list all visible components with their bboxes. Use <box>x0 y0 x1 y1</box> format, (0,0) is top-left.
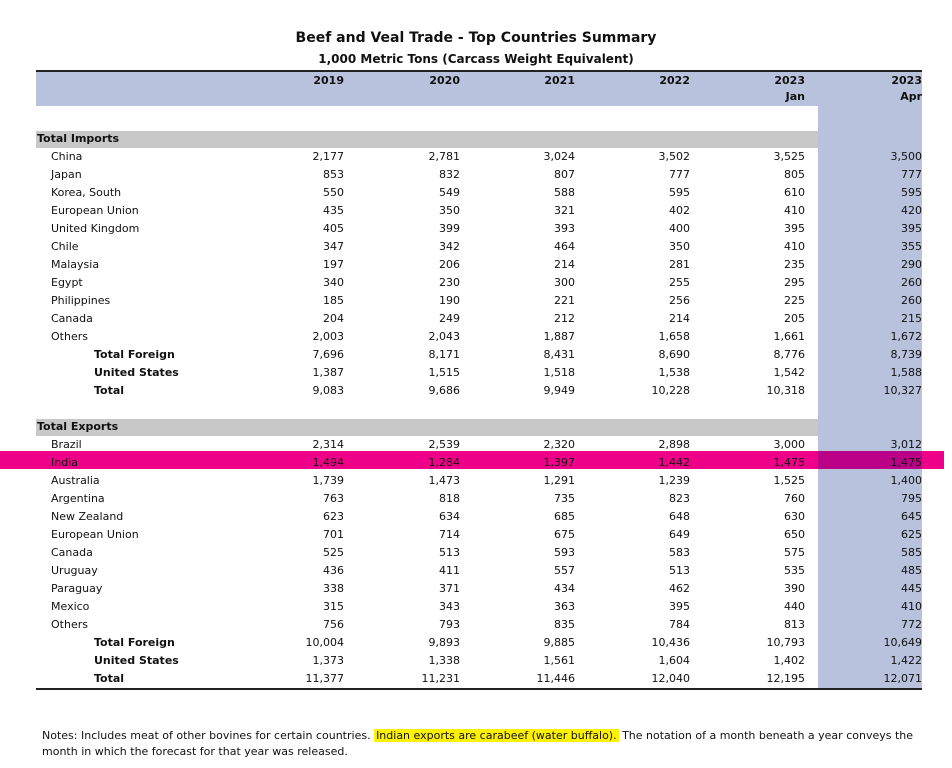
table-cell: 557 <box>554 564 575 577</box>
table-row <box>0 348 952 366</box>
table-cell: 12,071 <box>883 672 922 685</box>
table-cell: 434 <box>554 582 575 595</box>
row-label: European Union <box>51 204 139 217</box>
table-cell: 315 <box>323 600 344 613</box>
table-cell: 1,338 <box>428 654 460 667</box>
table-cell: 593 <box>554 546 575 559</box>
column-header-year: 2019 <box>313 74 344 87</box>
table-cell: 777 <box>669 168 690 181</box>
table-cell: 411 <box>439 564 460 577</box>
table-cell: 206 <box>439 258 460 271</box>
table-cell: 595 <box>669 186 690 199</box>
table-cell: 1,397 <box>543 456 575 469</box>
table-cell: 464 <box>554 240 575 253</box>
table-row <box>0 456 952 474</box>
table-row <box>0 438 952 456</box>
table-cell: 1,402 <box>773 654 805 667</box>
table-cell: 350 <box>669 240 690 253</box>
table-cell: 11,231 <box>421 672 460 685</box>
table-cell: 610 <box>784 186 805 199</box>
table-cell: 714 <box>439 528 460 541</box>
table-cell: 393 <box>554 222 575 235</box>
table-cell: 405 <box>323 222 344 235</box>
table-row <box>0 474 952 492</box>
table-cell: 440 <box>784 600 805 613</box>
table-cell: 1,658 <box>658 330 690 343</box>
table-cell: 3,024 <box>543 150 575 163</box>
table-cell: 835 <box>554 618 575 631</box>
row-label: Paraguay <box>51 582 103 595</box>
table-cell: 338 <box>323 582 344 595</box>
table-cell: 832 <box>439 168 460 181</box>
table-cell: 485 <box>901 564 922 577</box>
table-cell: 215 <box>901 312 922 325</box>
table-cell: 197 <box>323 258 344 271</box>
table-cell: 583 <box>669 546 690 559</box>
table-cell: 8,690 <box>658 348 690 361</box>
table-cell: 1,239 <box>658 474 690 487</box>
table-cell: 9,893 <box>428 636 460 649</box>
exports-section-bar <box>36 419 818 436</box>
column-header-year: 2022 <box>659 74 690 87</box>
table-cell: 1,442 <box>658 456 690 469</box>
table-cell: 550 <box>323 186 344 199</box>
table-cell: 214 <box>554 258 575 271</box>
table-cell: 1,661 <box>773 330 805 343</box>
row-label: Philippines <box>51 294 111 307</box>
table-cell: 1,672 <box>890 330 922 343</box>
table-cell: 402 <box>669 204 690 217</box>
table-cell: 575 <box>784 546 805 559</box>
table-cell: 300 <box>554 276 575 289</box>
table-cell: 1,387 <box>312 366 344 379</box>
row-label: Uruguay <box>51 564 98 577</box>
table-row <box>0 168 952 186</box>
table-cell: 701 <box>323 528 344 541</box>
row-label: India <box>51 456 78 469</box>
table-cell: 214 <box>669 312 690 325</box>
table-cell: 395 <box>669 600 690 613</box>
imports-section-label: Total Imports <box>37 132 120 145</box>
row-label: Argentina <box>51 492 105 505</box>
table-cell: 7,696 <box>312 348 344 361</box>
table-cell: 12,040 <box>651 672 690 685</box>
notes-prefix: Notes: Includes meat of other bovines for certain countries. <box>42 729 375 742</box>
table-cell: 343 <box>439 600 460 613</box>
table-row <box>0 582 952 600</box>
table-cell: 12,195 <box>766 672 805 685</box>
table-cell: 3,502 <box>658 150 690 163</box>
table-cell: 630 <box>784 510 805 523</box>
row-label: Australia <box>51 474 100 487</box>
table-cell: 9,949 <box>543 384 575 397</box>
table-cell: 321 <box>554 204 575 217</box>
table-row <box>0 492 952 510</box>
table-cell: 281 <box>669 258 690 271</box>
table-cell: 9,083 <box>312 384 344 397</box>
table-cell: 645 <box>901 510 922 523</box>
row-label: Brazil <box>51 438 82 451</box>
table-cell: 784 <box>669 618 690 631</box>
row-label: Others <box>51 618 88 631</box>
table-cell: 763 <box>323 492 344 505</box>
table-cell: 650 <box>784 528 805 541</box>
table-cell: 1,887 <box>543 330 575 343</box>
table-cell: 588 <box>554 186 575 199</box>
table-row <box>0 384 952 402</box>
table-cell: 260 <box>901 276 922 289</box>
table-cell: 513 <box>669 564 690 577</box>
table-cell: 1,515 <box>428 366 460 379</box>
table-cell: 10,318 <box>766 384 805 397</box>
table-cell: 772 <box>901 618 922 631</box>
notes-suffix: The notation of a month beneath a year conveys the month in which the forecast for that year was released. <box>42 729 914 758</box>
row-label: Others <box>51 330 88 343</box>
table-cell: 11,377 <box>305 672 344 685</box>
row-label: Mexico <box>51 600 90 613</box>
table-cell: 1,588 <box>890 366 922 379</box>
table-cell: 10,004 <box>305 636 344 649</box>
table-row <box>0 150 952 168</box>
table-cell: 795 <box>901 492 922 505</box>
table-cell: 813 <box>784 618 805 631</box>
table-cell: 634 <box>439 510 460 523</box>
column-header-year: 2023 <box>774 74 805 87</box>
table-cell: 190 <box>439 294 460 307</box>
table-cell: 340 <box>323 276 344 289</box>
table-cell: 235 <box>784 258 805 271</box>
table-cell: 347 <box>323 240 344 253</box>
notes <box>42 728 922 760</box>
table-cell: 400 <box>669 222 690 235</box>
table-cell: 1,291 <box>543 474 575 487</box>
table-cell: 10,436 <box>651 636 690 649</box>
table-row <box>0 654 952 672</box>
table-row <box>0 258 952 276</box>
table-cell: 735 <box>554 492 575 505</box>
table-cell: 350 <box>439 204 460 217</box>
table-cell: 205 <box>784 312 805 325</box>
column-header-month: Jan <box>785 90 805 103</box>
row-label: European Union <box>51 528 139 541</box>
table-cell: 549 <box>439 186 460 199</box>
row-label: Malaysia <box>51 258 100 271</box>
table-cell: 3,012 <box>890 438 922 451</box>
table-cell: 363 <box>554 600 575 613</box>
table-cell: 1,525 <box>773 474 805 487</box>
table-row <box>0 330 952 348</box>
table-cell: 255 <box>669 276 690 289</box>
table-cell: 793 <box>439 618 460 631</box>
table-cell: 225 <box>784 294 805 307</box>
table-cell: 9,686 <box>428 384 460 397</box>
row-label: China <box>51 150 83 163</box>
table-cell: 1,739 <box>312 474 344 487</box>
table-cell: 10,228 <box>651 384 690 397</box>
row-label: Chile <box>51 240 79 253</box>
column-header-year: 2023 <box>891 74 922 87</box>
table-row <box>0 600 952 618</box>
table-cell: 249 <box>439 312 460 325</box>
table-cell: 823 <box>669 492 690 505</box>
table-cell: 2,314 <box>312 438 344 451</box>
table-cell: 410 <box>901 600 922 613</box>
table-row <box>0 186 952 204</box>
table-cell: 2,177 <box>312 150 344 163</box>
row-label: Total Foreign <box>94 348 175 361</box>
table-cell: 585 <box>901 546 922 559</box>
row-label: Canada <box>51 312 93 325</box>
table-cell: 2,539 <box>428 438 460 451</box>
table-cell: 513 <box>439 546 460 559</box>
table-cell: 221 <box>554 294 575 307</box>
table-cell: 1,542 <box>773 366 805 379</box>
row-label: Japan <box>51 168 82 181</box>
table-cell: 648 <box>669 510 690 523</box>
table-cell: 535 <box>784 564 805 577</box>
row-label: New Zealand <box>51 510 124 523</box>
table-cell: 1,373 <box>312 654 344 667</box>
table-row <box>0 312 952 330</box>
table-cell: 1,400 <box>890 474 922 487</box>
exports-section-label: Total Exports <box>37 420 119 433</box>
table-cell: 435 <box>323 204 344 217</box>
table-row <box>0 240 952 258</box>
table-cell: 625 <box>901 528 922 541</box>
row-label: Total Foreign <box>94 636 175 649</box>
table-cell: 295 <box>784 276 805 289</box>
row-label: United Kingdom <box>51 222 140 235</box>
table-row <box>0 564 952 582</box>
table-cell: 807 <box>554 168 575 181</box>
table-cell: 1,473 <box>428 474 460 487</box>
table-cell: 777 <box>901 168 922 181</box>
table-cell: 8,431 <box>543 348 575 361</box>
table-row <box>0 636 952 654</box>
table-row <box>0 276 952 294</box>
table-cell: 445 <box>901 582 922 595</box>
table-row <box>0 528 952 546</box>
table-cell: 462 <box>669 582 690 595</box>
table-cell: 10,793 <box>766 636 805 649</box>
table-cell: 675 <box>554 528 575 541</box>
table-title: Beef and Veal Trade - Top Countries Summary <box>295 30 657 46</box>
table-cell: 3,000 <box>773 438 805 451</box>
table-subtitle: 1,000 Metric Tons (Carcass Weight Equivalent) <box>318 52 634 66</box>
table-cell: 395 <box>901 222 922 235</box>
table-cell: 371 <box>439 582 460 595</box>
table-cell: 8,776 <box>773 348 805 361</box>
table-cell: 395 <box>784 222 805 235</box>
table-cell: 256 <box>669 294 690 307</box>
row-label: Total <box>94 672 125 685</box>
table-cell: 342 <box>439 240 460 253</box>
column-header-month: Apr <box>900 90 922 103</box>
table-row <box>0 294 952 312</box>
table-cell: 756 <box>323 618 344 631</box>
table-cell: 410 <box>784 204 805 217</box>
table-cell: 212 <box>554 312 575 325</box>
table-cell: 853 <box>323 168 344 181</box>
table-row <box>0 366 952 384</box>
table-cell: 390 <box>784 582 805 595</box>
table-cell: 2,781 <box>428 150 460 163</box>
notes-highlight: Indian exports are carabeef (water buffalo). <box>376 729 617 742</box>
table-cell: 9,885 <box>543 636 575 649</box>
table-cell: 595 <box>901 186 922 199</box>
table-row <box>0 546 952 564</box>
table-cell: 623 <box>323 510 344 523</box>
row-label: Korea, South <box>51 186 122 199</box>
table-cell: 185 <box>323 294 344 307</box>
column-header-year: 2020 <box>429 74 460 87</box>
table-cell: 1,494 <box>312 456 344 469</box>
table-cell: 2,898 <box>658 438 690 451</box>
table-cell: 1,604 <box>658 654 690 667</box>
table-cell: 8,171 <box>428 348 460 361</box>
imports-section-bar <box>36 131 818 148</box>
table-cell: 818 <box>439 492 460 505</box>
table-cell: 420 <box>901 204 922 217</box>
row-label: Total <box>94 384 125 397</box>
table-cell: 260 <box>901 294 922 307</box>
table-row <box>0 618 952 636</box>
table-cell: 805 <box>784 168 805 181</box>
table-cell: 290 <box>901 258 922 271</box>
table-cell: 399 <box>439 222 460 235</box>
table-row <box>0 204 952 222</box>
table-cell: 649 <box>669 528 690 541</box>
table-cell: 1,538 <box>658 366 690 379</box>
table-cell: 685 <box>554 510 575 523</box>
table-cell: 1,475 <box>890 456 922 469</box>
table-cell: 525 <box>323 546 344 559</box>
column-header-year: 2021 <box>544 74 575 87</box>
table-cell: 2,003 <box>312 330 344 343</box>
table-cell: 1,561 <box>543 654 575 667</box>
table-row <box>0 222 952 240</box>
table-cell: 3,500 <box>890 150 922 163</box>
row-label: Canada <box>51 546 93 559</box>
table-cell: 11,446 <box>536 672 575 685</box>
table-cell: 10,649 <box>883 636 922 649</box>
row-label: United States <box>94 366 179 379</box>
row-label: Egypt <box>51 276 83 289</box>
table-cell: 230 <box>439 276 460 289</box>
table-cell: 1,518 <box>543 366 575 379</box>
table-cell: 2,320 <box>543 438 575 451</box>
table-cell: 2,043 <box>428 330 460 343</box>
table-cell: 355 <box>901 240 922 253</box>
table-cell: 3,525 <box>773 150 805 163</box>
table-cell: 436 <box>323 564 344 577</box>
table-row <box>0 510 952 528</box>
table-cell: 10,327 <box>883 384 922 397</box>
table-cell: 8,739 <box>890 348 922 361</box>
row-label: United States <box>94 654 179 667</box>
table-cell: 1,475 <box>773 456 805 469</box>
table-cell: 1,284 <box>428 456 460 469</box>
table-cell: 1,422 <box>890 654 922 667</box>
table-cell: 410 <box>784 240 805 253</box>
table-cell: 204 <box>323 312 344 325</box>
table-bottom-rule <box>36 688 922 690</box>
table-cell: 760 <box>784 492 805 505</box>
